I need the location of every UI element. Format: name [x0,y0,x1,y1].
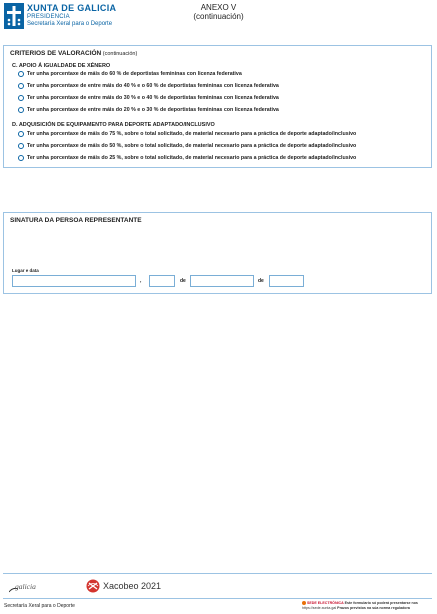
option-gender-60[interactable] [18,69,242,79]
radio-icon[interactable] [18,95,24,101]
place-input[interactable] [12,275,136,287]
sede-icon [302,601,306,605]
radio-icon[interactable] [18,71,24,77]
option-equipment-75[interactable] [18,129,356,139]
de-separator-1: de [180,278,186,284]
option-equipment-25[interactable] [18,153,356,163]
sede-text-1: Este formulario só poderá presentarse nos [343,601,418,605]
group-title-gender: C. APOIO Á IGUALDADE DE XÉNERO [12,63,111,69]
place-date-label: Lugar e data [12,268,39,273]
sede-label: SEDE ELECTRÓNICA [307,601,344,605]
radio-icon[interactable] [18,143,24,149]
option-gender-40-60[interactable] [18,81,279,91]
annex-subtitle: (continuación) [193,12,244,21]
option-label: Ter unha porcentaxe de máis do 75 %, sobre o total solicitado, de material necesario para a práctica de deporte adaptado/inclusivo [27,131,357,137]
department-label: Secretaría Xeral para o Deporte [27,21,113,27]
day-input[interactable] [149,275,175,287]
option-equipment-50[interactable] [18,141,356,151]
de-separator-2: de [258,278,264,284]
option-label: Ter unha porcentaxe de entre máis do 30 % e o 40 % de deportistas femininas con licenza federativa [27,95,279,101]
radio-icon[interactable] [18,83,24,89]
option-label: Ter unha porcentaxe de máis do 60 % de deportistas femininas con licenza federativa [27,71,242,77]
option-label: Ter unha porcentaxe de entre máis do 20 % e o 30 % de deportistas femininas con licenza federativa [27,107,279,113]
option-gender-20-30[interactable] [18,105,279,115]
option-label: Ter unha porcentaxe de máis do 50 %, sobre o total solicitado, de material necesario para a práctica de deporte adaptado/inclusivo [27,143,357,149]
sede-notice [302,601,435,610]
criteria-section [3,45,432,168]
group-title-equipment: D. ADQUISICIÓN DE EQUIPAMENTO PARA DEPORTE ADAPTADO/INCLUSIVO [12,122,215,128]
option-gender-30-40[interactable] [18,93,279,103]
comma-separator: , [140,278,142,284]
signature-section [3,212,432,294]
org-name: XUNTA DE GALICIA [27,3,117,13]
year-input[interactable] [269,275,304,287]
sede-text-2: Prazos previstos na súa norma reguladora [336,605,410,610]
radio-icon[interactable] [18,131,24,137]
option-label: Ter unha porcentaxe de máis do 25 %, sobre o total solicitado, de material necesario para a práctica de deporte adaptado/inclusivo [27,155,357,161]
radio-icon[interactable] [18,155,24,161]
xacobeo-icon [86,579,100,593]
footer-department: Secretaría Xeral para o Deporte [4,603,75,609]
criteria-title [10,50,137,57]
signature-title: SINATURA DA PERSOA REPRESENTANTE [10,217,142,224]
xacobeo-logo: Xacobeo 2021 [103,581,162,591]
month-input[interactable] [190,275,254,287]
sede-url[interactable]: https://sede.xunta.gal [302,605,337,610]
annex-title: ANEXO V [200,3,237,12]
page-header [0,0,437,42]
radio-icon[interactable] [18,107,24,113]
option-label: Ter unha porcentaxe de entre máis do 40 % e o 60 % de deportistas femininas con licenza federativa [27,83,279,89]
galicia-logo: galicia [15,582,36,591]
footer-logos [3,573,432,599]
presidency-label: PRESIDENCIA [27,14,70,20]
criteria-title-suffix: (continuación) [101,51,138,57]
criteria-title-text: CRITERIOS DE VALORACIÓN [10,50,102,57]
